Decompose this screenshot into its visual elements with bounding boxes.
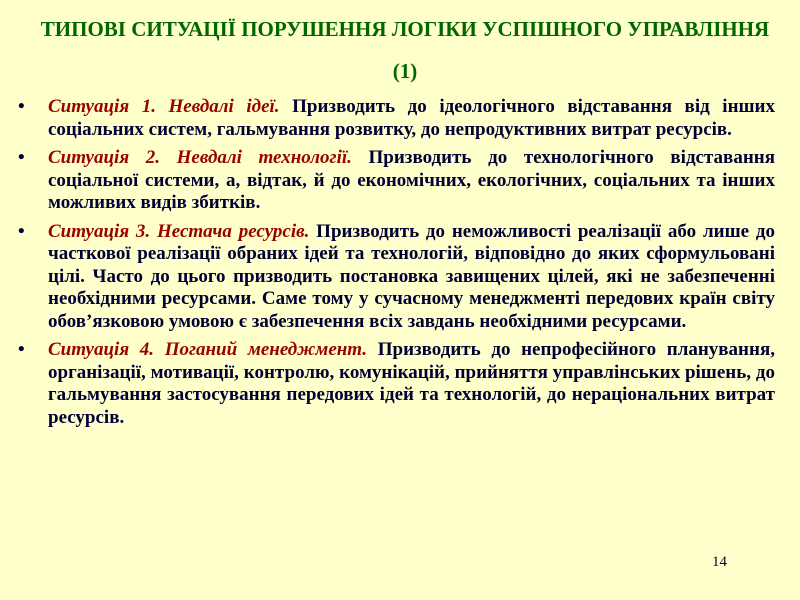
list-item bbox=[18, 221, 775, 334]
situation-label: Ситуація 2. Невдалі технології. bbox=[48, 147, 352, 168]
situation-text: Призводить до неможливості реалізації або лише до часткової реалізації обраних ідей та технологій, відповідно до яких сформульовані цілі. Часто до цього призводить постановка завищених цілей, які не забезпеченні необхідними ресурсами. Саме тому у сучасному менеджменті передових країн світу обов’язковою умовою є забезпечення всіх завдань необхідними ресурсами. bbox=[48, 220, 775, 332]
list-item bbox=[18, 339, 775, 429]
bullet-list bbox=[18, 96, 775, 435]
page-number: 14 bbox=[712, 554, 727, 570]
bullet-icon: • bbox=[18, 96, 25, 117]
bullet-icon: • bbox=[18, 220, 25, 242]
situation-label: Ситуація 3. Нестача ресурсів. bbox=[48, 220, 310, 242]
slide-title: ТИПОВІ СИТУАЦІЇ ПОРУШЕННЯ ЛОГІКИ УСПІШНОГО УПРАВЛІННЯ (1) bbox=[40, 17, 770, 83]
bullet-icon: • bbox=[18, 339, 25, 360]
bullet-icon: • bbox=[18, 147, 25, 168]
situation-label: Ситуація 4. Поганий менеджмент. bbox=[48, 339, 368, 360]
list-item bbox=[18, 147, 775, 215]
situation-text: Призводить до ідеологічного відставання від інших соціальних систем, гальмування розвитку, до непродуктивних витрат ресурсів. bbox=[48, 96, 775, 140]
situation-text: Призводить до непрофесійного планування, організації, мотивації, контролю, комунікацій, прийняття управлінських рішень, до гальмування застосування передових ідей та технологій, до нераціональних витрат ресурсів. bbox=[48, 339, 775, 428]
situation-text: Призводить до технологічного відставання соціальної системи, а, відтак, й до економічних, екологічних, соціальних та інших можливих видів збитків. bbox=[48, 147, 775, 213]
situation-label: Ситуація 1. Невдалі ідеї. bbox=[48, 96, 280, 117]
list-item bbox=[18, 96, 775, 141]
